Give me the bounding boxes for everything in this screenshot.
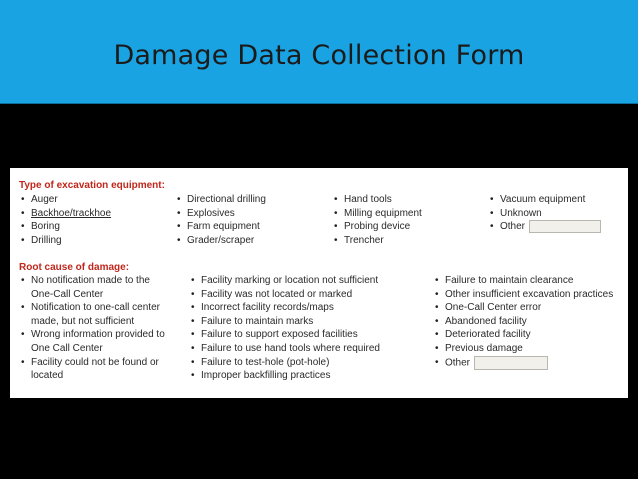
root-cause-option[interactable]: • Improper backfilling practices bbox=[190, 369, 380, 383]
root-cause-option[interactable]: • Failure to use hand tools where required bbox=[190, 342, 380, 356]
equipment-option-other[interactable] bbox=[489, 220, 601, 234]
root-cause-option[interactable] bbox=[20, 328, 165, 355]
root-cause-option[interactable]: • Deteriorated facility bbox=[434, 328, 613, 342]
equipment-option[interactable]: • Drilling bbox=[20, 234, 111, 248]
equipment-column-4 bbox=[489, 193, 601, 234]
root-cause-other-label: Other bbox=[445, 357, 471, 369]
root-cause-option[interactable]: • Failure to maintain clearance bbox=[434, 274, 613, 288]
equipment-option[interactable]: • Backhoe/trackhoe bbox=[20, 207, 111, 221]
root-cause-option-text: Wrong information provided to bbox=[31, 329, 165, 341]
root-cause-option[interactable] bbox=[20, 356, 165, 383]
root-cause-option-text: One Call Center bbox=[31, 342, 103, 354]
equipment-column-2 bbox=[176, 193, 266, 247]
root-cause-other-input[interactable] bbox=[474, 356, 548, 370]
equipment-section-label: Type of excavation equipment: bbox=[19, 180, 165, 191]
root-cause-option[interactable]: • Previous damage bbox=[434, 342, 613, 356]
root-cause-option[interactable]: • Failure to support exposed facilities bbox=[190, 328, 380, 342]
equipment-option[interactable]: • Vacuum equipment bbox=[489, 193, 601, 207]
root-cause-option[interactable] bbox=[20, 274, 165, 301]
root-cause-column-2 bbox=[190, 274, 380, 383]
equipment-option[interactable]: • Auger bbox=[20, 193, 111, 207]
root-cause-column-1 bbox=[20, 274, 165, 383]
root-cause-option[interactable]: • Other insufficient excavation practices bbox=[434, 288, 613, 302]
root-cause-option-text: One-Call Center bbox=[31, 288, 104, 300]
root-cause-option[interactable]: • Abandoned facility bbox=[434, 315, 613, 329]
root-cause-option[interactable] bbox=[20, 301, 165, 328]
equipment-option[interactable]: • Boring bbox=[20, 220, 111, 234]
root-cause-column-3 bbox=[434, 274, 613, 370]
root-cause-option[interactable]: • Facility marking or location not sufficient bbox=[190, 274, 380, 288]
root-cause-option-text: No notification made to the bbox=[31, 275, 150, 286]
title-band bbox=[0, 0, 638, 104]
root-cause-option-text: Facility could not be found or bbox=[31, 356, 159, 368]
equipment-option[interactable]: • Hand tools bbox=[333, 193, 422, 207]
equipment-option[interactable]: • Milling equipment bbox=[333, 207, 422, 221]
equipment-column-3 bbox=[333, 193, 422, 247]
equipment-option[interactable]: • Explosives bbox=[176, 207, 266, 221]
slide-title: Damage Data Collection Form bbox=[113, 40, 525, 71]
root-cause-option[interactable]: • Incorrect facility records/maps bbox=[190, 301, 380, 315]
equipment-option[interactable]: • Probing device bbox=[333, 220, 422, 234]
equipment-other-input[interactable] bbox=[529, 220, 601, 233]
equipment-option[interactable]: • Unknown bbox=[489, 207, 601, 221]
root-cause-option-other[interactable] bbox=[434, 356, 613, 370]
equipment-column-1 bbox=[20, 193, 111, 247]
root-cause-option-text: located bbox=[31, 370, 64, 382]
equipment-option[interactable]: • Trencher bbox=[333, 234, 422, 248]
form-panel bbox=[10, 168, 628, 398]
root-cause-option[interactable]: • Failure to test-hole (pot-hole) bbox=[190, 356, 380, 370]
root-cause-option[interactable]: • One-Call Center error bbox=[434, 301, 613, 315]
equipment-option[interactable]: • Grader/scraper bbox=[176, 234, 266, 248]
root-cause-section-label: Root cause of damage: bbox=[19, 262, 130, 273]
equipment-option[interactable]: • Directional drilling bbox=[176, 193, 266, 207]
root-cause-option[interactable]: • Facility was not located or marked bbox=[190, 288, 380, 302]
root-cause-option[interactable]: • Failure to maintain marks bbox=[190, 315, 380, 329]
root-cause-option-text: Notification to one-call center bbox=[31, 302, 160, 314]
equipment-option[interactable]: • Farm equipment bbox=[176, 220, 266, 234]
equipment-other-label: Other bbox=[500, 221, 526, 233]
root-cause-option-text: made, but not sufficient bbox=[31, 315, 135, 327]
